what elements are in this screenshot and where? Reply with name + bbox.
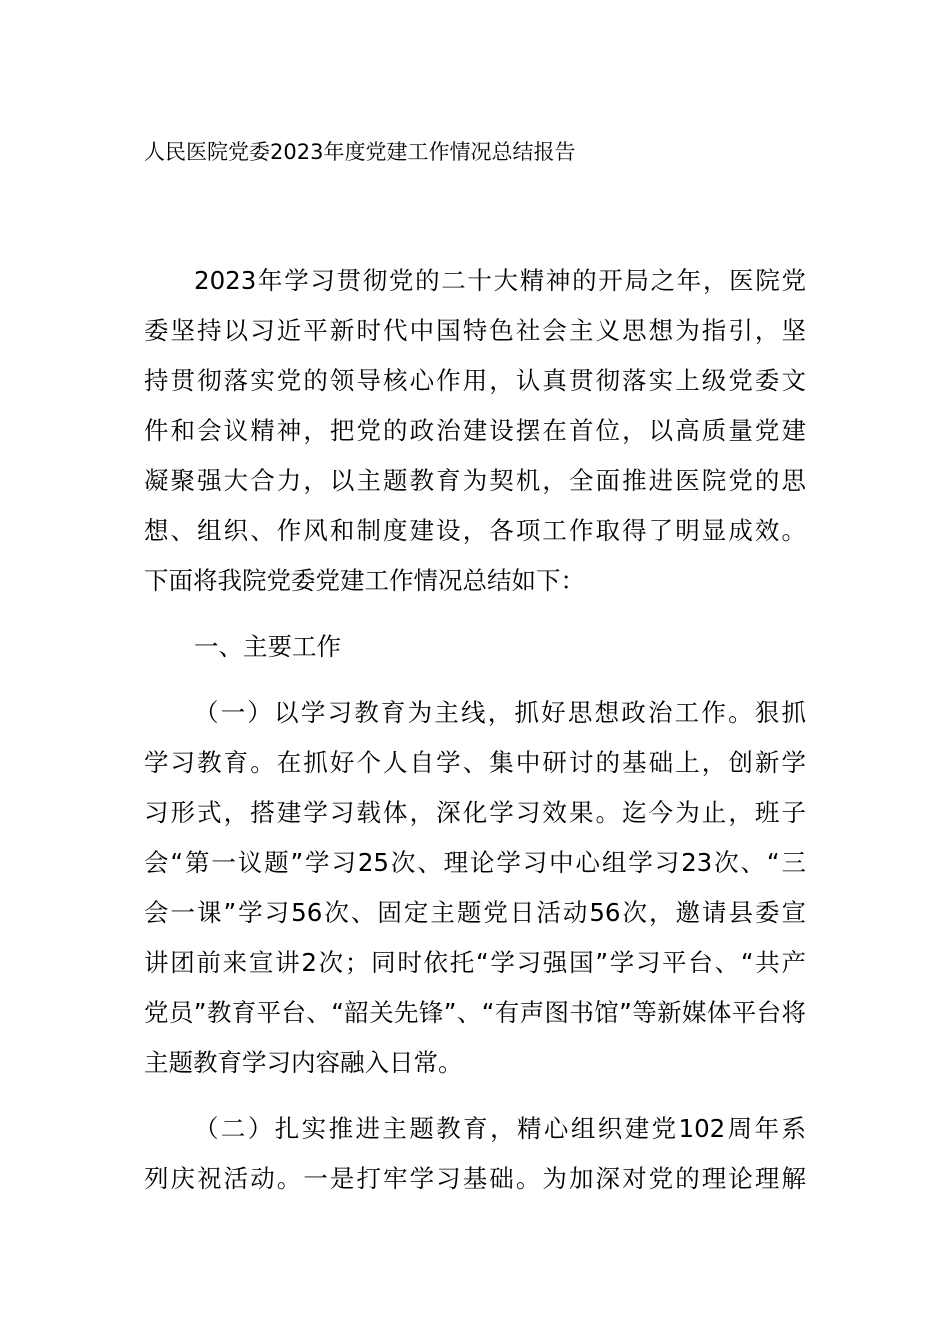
paragraph-line: 持贯彻落实党的领导核心作用，认真贯彻落实上级党委文 xyxy=(144,366,806,395)
paragraph-line: 下面将我院党委党建工作情况总结如下： xyxy=(144,566,585,595)
paragraph-line: 委坚持以习近平新时代中国特色社会主义思想为指引，坚 xyxy=(144,316,806,345)
paragraph-line: 件和会议精神，把党的政治建设摆在首位，以高质量党建 xyxy=(144,416,806,445)
paragraph-line: （一）以学习教育为主线，抓好思想政治工作。狠抓 xyxy=(194,698,806,727)
paragraph-line: 主题教育学习内容融入日常。 xyxy=(144,1048,463,1077)
paragraph-line: 习形式，搭建学习载体，深化学习效果。迄今为止，班子 xyxy=(144,798,806,827)
paragraph-line: 学习教育。在抓好个人自学、集中研讨的基础上，创新学 xyxy=(144,748,806,777)
paragraph-line: 党员”教育平台、“韶关先锋”、“有声图书馆”等新媒体平台将 xyxy=(144,998,806,1027)
paragraph-line: 凝聚强大合力，以主题教育为契机，全面推进医院党的思 xyxy=(144,466,806,495)
paragraph-line: 列庆祝活动。一是打牢学习基础。为加深对党的理论理解 xyxy=(144,1164,806,1193)
paragraph-line: 会一课”学习56次、固定主题党日活动56次，邀请县委宣 xyxy=(144,898,806,927)
document-title: 人民医院党委2023年度党建工作情况总结报告 xyxy=(144,140,576,164)
paragraph-line: 讲团前来宣讲2次；同时依托“学习强国”学习平台、“共产 xyxy=(144,948,806,977)
paragraph-line: 会“第一议题”学习25次、理论学习中心组学习23次、“三 xyxy=(144,848,806,877)
section-heading: 一、主要工作 xyxy=(194,632,341,661)
paragraph-line: 想、组织、作风和制度建设，各项工作取得了明显成效。 xyxy=(144,516,806,545)
paragraph-line: 2023年学习贯彻党的二十大精神的开局之年，医院党 xyxy=(194,266,806,295)
paragraph-line: （二）扎实推进主题教育，精心组织建党102周年系 xyxy=(194,1114,806,1143)
